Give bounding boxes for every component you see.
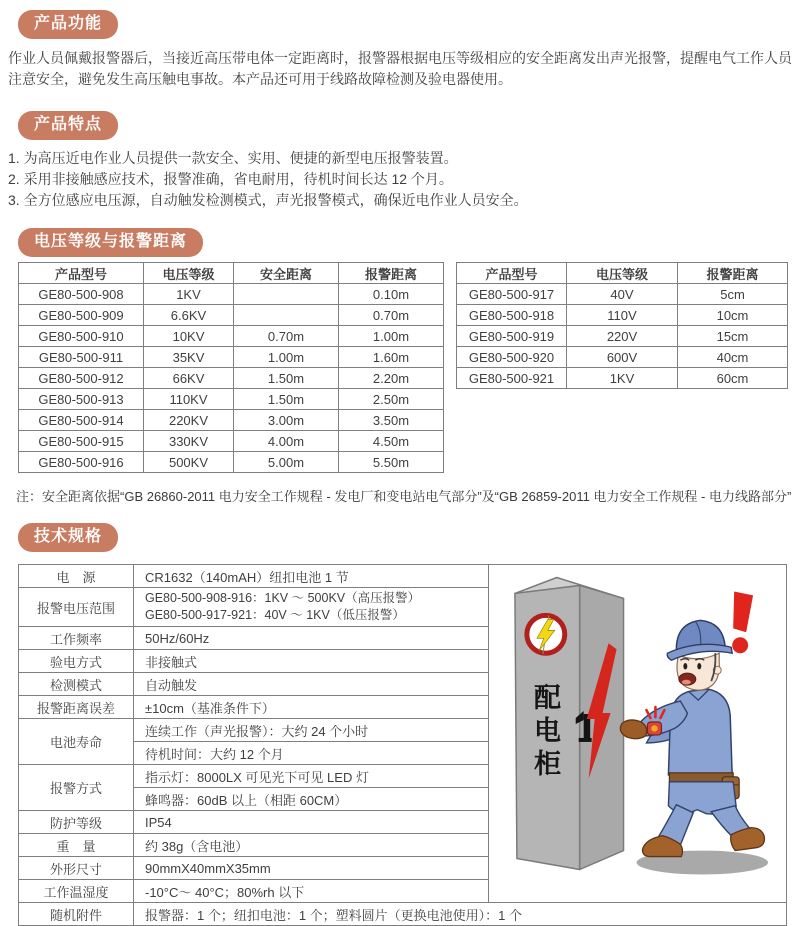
table-row [457,284,788,305]
spec-value: 非接触式 [134,650,489,673]
function-description: 作业人员佩戴报警器后，当接近高压带电体一定距离时，报警器根据电压等级相应的安全距离发出声光报警，提醒电气工作人员注意安全，避免发生高压触电事故。本产品还可用于线路故障检测及验电器使用。 [8,50,792,87]
spec-label: 报警电压范围 [19,588,134,627]
spec-label: 重 量 [19,834,134,857]
table-cell: 110KV [144,389,234,410]
spec-label: 电 源 [19,565,134,588]
table-cell: 330KV [144,431,234,452]
table-row [19,284,444,305]
table-row [457,347,788,368]
column-header: 安全距离 [234,263,339,284]
danger-sign-icon [527,615,565,654]
column-header: 产品型号 [457,263,567,284]
table-row [457,305,788,326]
table-cell: 1KV [567,368,678,389]
table-cell: 66KV [144,368,234,389]
table-cell: GE80-500-918 [457,305,567,326]
table-cell: 3.50m [339,410,444,431]
section-badge-features: 产品特点 [18,111,118,140]
alert-exclamation-icon [732,591,753,653]
spec-value: 90mmX40mmX35mm [134,857,489,880]
spec-value: 待机时间：大约 12 个月 [134,742,489,765]
spec-value: CR1632（140mAH）纽扣电池 1 节 [134,565,489,588]
table-cell: 5cm [678,284,788,305]
table-row [19,452,444,473]
table-cell: 0.70m [339,305,444,326]
spec-value [134,588,489,627]
spec-label: 防护等级 [19,811,134,834]
table-cell: 220KV [144,410,234,431]
spec-label: 报警方式 [19,765,134,811]
table-cell [234,284,339,305]
illustration-cell [489,565,787,903]
table-cell: 1.00m [339,326,444,347]
table-cell: 0.10m [339,284,444,305]
table-row [19,305,444,326]
table-header-row [457,263,788,284]
cabinet-label: 配电柜 [530,683,560,782]
table-row [19,368,444,389]
table-cell: 500KV [144,452,234,473]
spec-value: 自动触发 [134,673,489,696]
spec-value: 约 38g（含电池） [134,834,489,857]
table-cell: 110V [567,305,678,326]
high-voltage-table [18,262,444,473]
table-cell: 3.00m [234,410,339,431]
worker-mouth [679,673,696,685]
spec-label: 电池寿命 [19,719,134,765]
low-voltage-table [456,262,788,389]
spec-value: IP54 [134,811,489,834]
table-cell: 10cm [678,305,788,326]
table-cell: 35KV [144,347,234,368]
table-cell: 600V [567,347,678,368]
column-header: 报警距离 [678,263,788,284]
table-row [19,389,444,410]
spec-label: 报警距离误差 [19,696,134,719]
table-row [457,326,788,347]
table-cell: GE80-500-911 [19,347,144,368]
table-cell: 5.00m [234,452,339,473]
feature-item: 3. 全方位感应电压源，自动触发检测模式，声光报警模式，确保近电作业人员安全。 [8,192,528,208]
table-cell: 4.50m [339,431,444,452]
table-cell: GE80-500-921 [457,368,567,389]
table-cell: GE80-500-916 [19,452,144,473]
spec-label: 检测模式 [19,673,134,696]
table-cell: 6.6KV [144,305,234,326]
table-cell: 1KV [144,284,234,305]
table-row [19,410,444,431]
table-cell: 60cm [678,368,788,389]
spec-value: ±10cm（基准条件下） [134,696,489,719]
table-cell: 15cm [678,326,788,347]
table-cell: GE80-500-908 [19,284,144,305]
section-badge-specs: 技术规格 [18,523,118,552]
table-cell: GE80-500-910 [19,326,144,347]
column-header: 电压等级 [567,263,678,284]
table-cell: GE80-500-912 [19,368,144,389]
spec-value: 连续工作（声光报警）：大约 24 个小时 [134,719,489,742]
table-header-row [19,263,444,284]
column-header: 报警距离 [339,263,444,284]
table-cell: GE80-500-920 [457,347,567,368]
section-badge-function: 产品功能 [18,10,118,39]
table-cell: 5.50m [339,452,444,473]
table-cell: 220V [567,326,678,347]
table-cell: 4.00m [234,431,339,452]
table-cell: GE80-500-917 [457,284,567,305]
spec-value: 报警器：1 个；纽扣电池：1 个；塑料圆片（更换电池使用）：1 个 [134,903,787,926]
table-cell: 10KV [144,326,234,347]
column-header: 电压等级 [144,263,234,284]
table-cell: 2.50m [339,389,444,410]
spec-table [18,564,787,926]
feature-list [8,148,792,211]
spec-label: 随机附件 [19,903,134,926]
table-cell: 1.50m [234,389,339,410]
feature-item: 2. 采用非接触感应技术，报警准确，省电耐用，待机时间长达 12 个月。 [8,171,453,187]
table-cell: 2.20m [339,368,444,389]
feature-item: 1. 为高压近电作业人员提供一款安全、实用、便捷的新型电压报警装置。 [8,150,458,166]
voltage-tables [18,262,800,473]
spec-value: -10°C～ 40°C；80%rh 以下 [134,880,489,903]
spec-value: 蜂鸣器：60dB 以上（相距 60CM） [134,788,489,811]
spec-value-line: GE80-500-917-921：40V ～ 1KV（低压报警） [145,608,405,622]
spec-value-line: GE80-500-908-916：1KV ～ 500KV（高压报警） [145,591,421,605]
table-cell [234,305,339,326]
table-row [19,431,444,452]
spec-label: 外形尺寸 [19,857,134,880]
table-row [19,347,444,368]
spec-value: 50Hz/60Hz [134,627,489,650]
table-cell: 1.50m [234,368,339,389]
table-cell: 1.00m [234,347,339,368]
column-header: 产品型号 [19,263,144,284]
table-cell: GE80-500-909 [19,305,144,326]
table-cell: 40cm [678,347,788,368]
spec-value: 指示灯：8000LX 可见光下可见 LED 灯 [134,765,489,788]
spec-label: 工作频率 [19,627,134,650]
safety-distance-note: 注：安全距离依据“GB 26860-2011 电力安全工作规程 - 发电厂和变电站电气部分”及“GB 26859-2011 电力安全工作规程 - 电力线路部分” [16,489,792,504]
table-cell: GE80-500-919 [457,326,567,347]
table-cell: 1.60m [339,347,444,368]
section-badge-voltage: 电压等级与报警距离 [18,228,203,257]
table-cell: GE80-500-915 [19,431,144,452]
table-cell: GE80-500-914 [19,410,144,431]
safety-illustration [491,567,784,879]
table-row [19,326,444,347]
table-row [457,368,788,389]
table-cell: GE80-500-913 [19,389,144,410]
worker-figure [620,620,764,856]
spec-label: 工作温湿度 [19,880,134,903]
worker-glove [620,720,646,739]
table-cell: 40V [567,284,678,305]
table-cell: 0.70m [234,326,339,347]
spec-label: 验电方式 [19,650,134,673]
